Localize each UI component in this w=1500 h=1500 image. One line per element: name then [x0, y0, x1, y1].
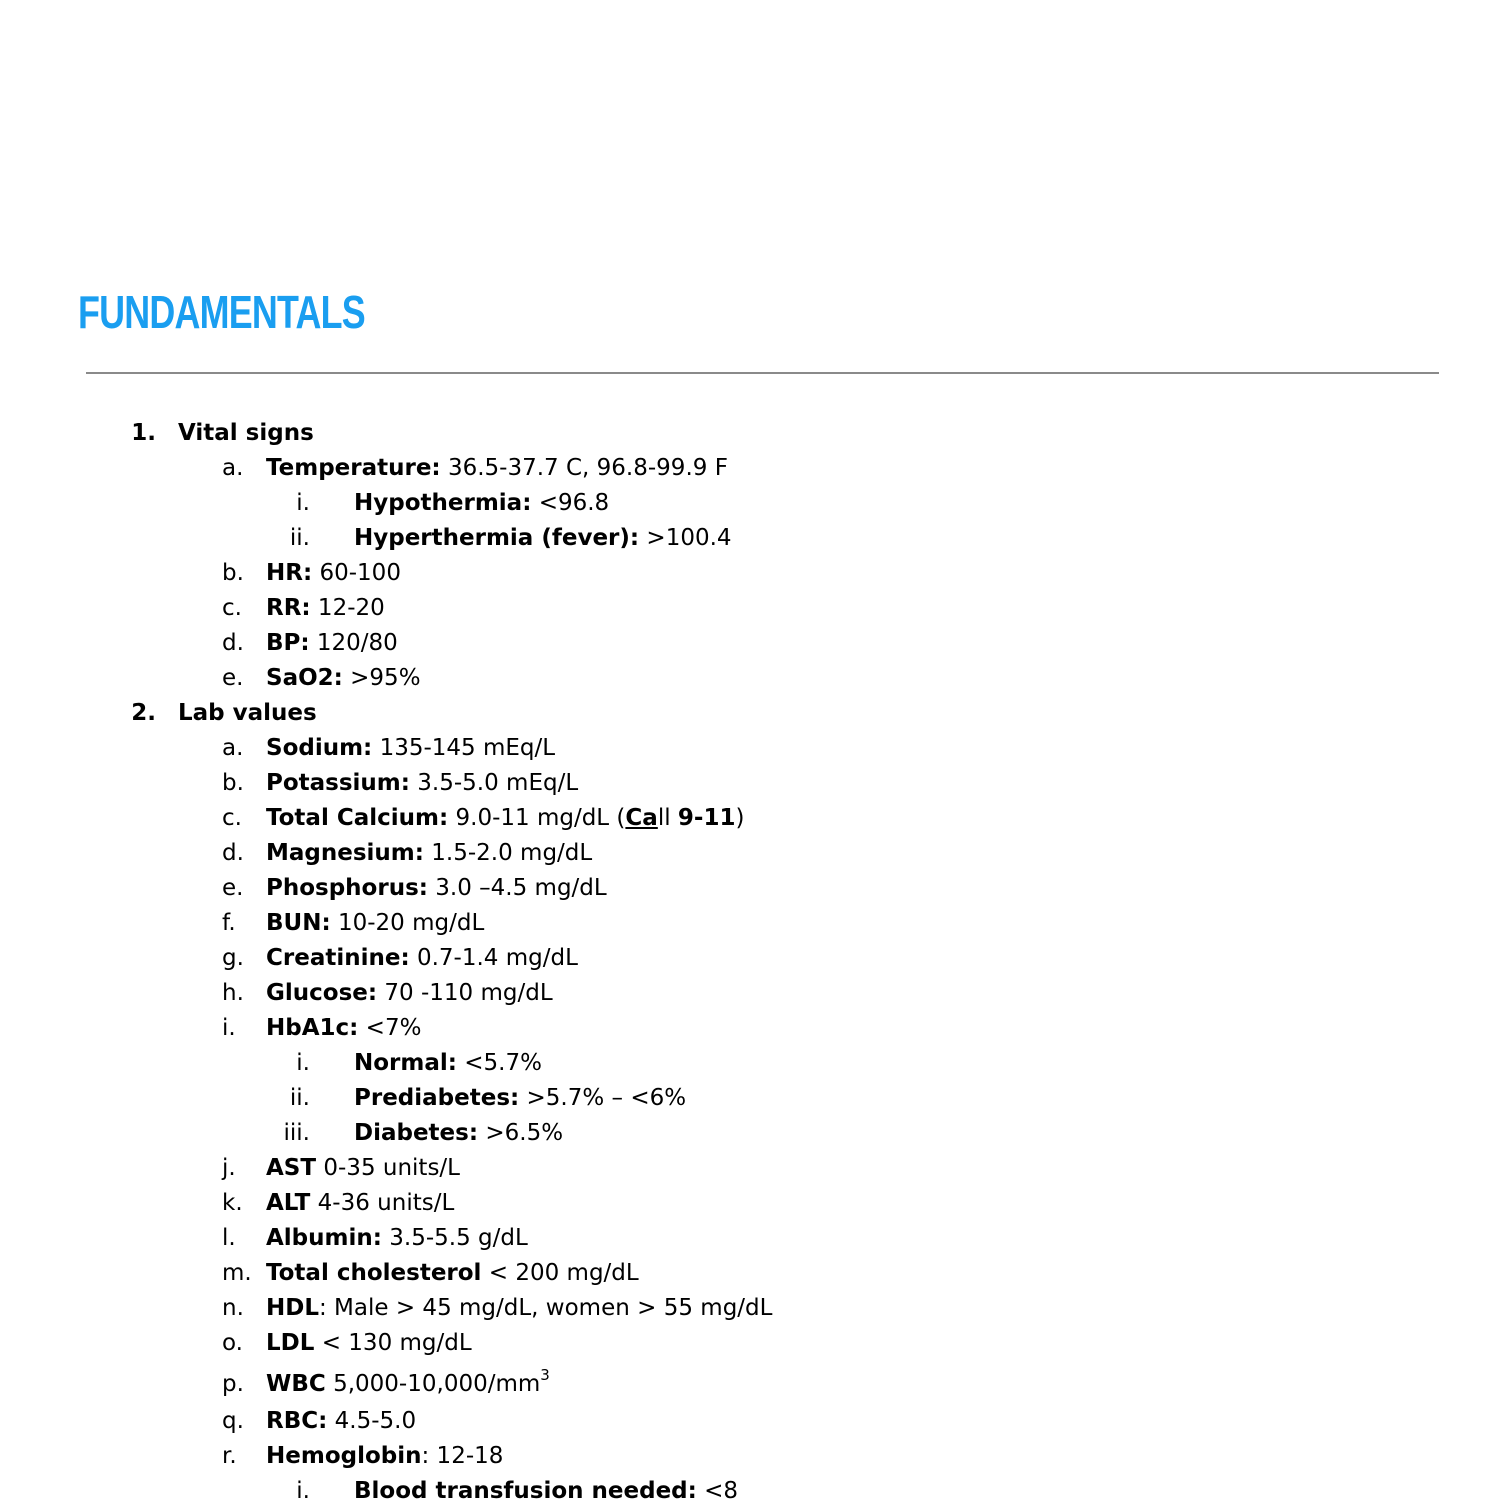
item-marker: d.: [222, 630, 244, 656]
title-divider: [86, 372, 1439, 374]
item-value: 120/80: [309, 630, 398, 656]
item-label: HR:: [266, 560, 313, 586]
item-value: 5,000-10,000/mm: [325, 1371, 541, 1397]
item-value: 3.0 –4.5 mg/dL: [427, 875, 607, 901]
item-marker: k.: [222, 1190, 243, 1216]
item-value: <8: [696, 1478, 739, 1500]
item-marker: i.: [296, 1050, 310, 1076]
item-label: Hemoglobin: [266, 1443, 422, 1469]
item-label: HDL: [266, 1295, 319, 1321]
item-label: Sodium:: [266, 735, 373, 761]
list-item-sao2: [0, 661, 1500, 696]
item-label: SaO2:: [266, 665, 343, 691]
item-value: : Male > 45 mg/dL, women > 55 mg/dL: [319, 1295, 773, 1321]
list-item-creatinine: [0, 941, 1500, 976]
section-heading: Vital signs: [178, 420, 314, 446]
item-marker: j.: [222, 1155, 236, 1181]
section-number: 2.: [131, 700, 156, 726]
item-value: >95%: [342, 665, 421, 691]
item-value: 9.0-11 mg/dL (: [448, 805, 626, 831]
list-item-normal: [0, 1046, 1500, 1081]
item-marker: b.: [222, 770, 244, 796]
item-marker: h.: [222, 980, 244, 1006]
list-item-total-calcium: [0, 801, 1500, 836]
item-value: 1.5-2.0 mg/dL: [423, 840, 593, 866]
list-item-bp: [0, 626, 1500, 661]
item-marker: b.: [222, 560, 244, 586]
list-item-hemoglobin: [0, 1439, 1500, 1474]
item-value: < 200 mg/dL: [481, 1260, 639, 1286]
item-label: BUN:: [266, 910, 331, 936]
item-value: 60-100: [312, 560, 401, 586]
item-marker: e.: [222, 875, 244, 901]
item-marker: m.: [222, 1260, 252, 1286]
item-label: RR:: [266, 595, 311, 621]
list-item-potassium: [0, 766, 1500, 801]
item-value: < 130 mg/dL: [314, 1330, 472, 1356]
item-label: AST: [266, 1155, 317, 1181]
item-marker: q.: [222, 1408, 244, 1434]
section-heading: Lab values: [178, 700, 317, 726]
item-marker: iii.: [283, 1120, 310, 1146]
list-item-diabetes: [0, 1116, 1500, 1151]
item-marker: i.: [296, 1478, 310, 1500]
item-value: 3.5-5.5 g/dL: [381, 1225, 528, 1251]
item-marker: ii.: [289, 1085, 310, 1111]
item-marker: e.: [222, 665, 244, 691]
item-label: Diabetes:: [354, 1120, 479, 1146]
item-value: >5.7% – <6%: [519, 1085, 687, 1111]
list-item-hba1c: [0, 1011, 1500, 1046]
mnemonic-rest: ll: [657, 805, 678, 831]
item-marker: l.: [222, 1225, 236, 1251]
item-label: ALT: [266, 1190, 311, 1216]
list-item-magnesium: [0, 836, 1500, 871]
section-number: 1.: [131, 420, 156, 446]
mnemonic-bold: 9-11: [677, 805, 736, 831]
item-value: <5.7%: [456, 1050, 542, 1076]
list-item-bun: [0, 906, 1500, 941]
list-item-total-cholesterol: [0, 1256, 1500, 1291]
item-label: RBC:: [266, 1408, 328, 1434]
item-value: >100.4: [639, 525, 732, 551]
item-marker: ii.: [289, 525, 310, 551]
item-label: Total cholesterol: [266, 1260, 482, 1286]
list-item-prediabetes: [0, 1081, 1500, 1116]
item-value: 3.5-5.0 mEq/L: [409, 770, 579, 796]
item-label: Phosphorus:: [266, 875, 428, 901]
item-label: Albumin:: [266, 1225, 382, 1251]
item-value: >6.5%: [478, 1120, 564, 1146]
item-value: 4.5-5.0: [327, 1408, 417, 1434]
section-lab-values: [0, 696, 1500, 731]
list-item-ldl: [0, 1326, 1500, 1361]
item-value: 10-20 mg/dL: [330, 910, 485, 936]
item-marker: a.: [222, 735, 244, 761]
item-value: 36.5-37.7 C, 96.8-99.9 F: [440, 455, 728, 481]
item-label: Temperature:: [266, 455, 441, 481]
item-marker: f.: [222, 910, 236, 936]
item-value: 0.7-1.4 mg/dL: [409, 945, 578, 971]
item-value: 135-145 mEq/L: [372, 735, 556, 761]
item-label: Magnesium:: [266, 840, 424, 866]
item-marker: c.: [222, 805, 242, 831]
section-vital-signs: [0, 416, 1500, 451]
item-marker: g.: [222, 945, 244, 971]
item-marker: c.: [222, 595, 242, 621]
item-label: Hypothermia:: [354, 490, 532, 516]
mnemonic-close: ): [735, 805, 745, 831]
page-title: FUNDAMENTALS: [78, 286, 365, 338]
list-item-rr: [0, 591, 1500, 626]
item-label: BP:: [266, 630, 310, 656]
item-label: Creatinine:: [266, 945, 410, 971]
item-label: Total Calcium:: [266, 805, 449, 831]
item-label: Prediabetes:: [354, 1085, 520, 1111]
item-label: LDL: [266, 1330, 315, 1356]
item-value: 12-20: [310, 595, 385, 621]
item-label: Normal:: [354, 1050, 457, 1076]
item-label: Potassium:: [266, 770, 410, 796]
list-item-sodium: [0, 731, 1500, 766]
list-item-glucose: [0, 976, 1500, 1011]
mnemonic-underlined: Ca: [625, 805, 658, 831]
list-item-albumin: [0, 1221, 1500, 1256]
list-item-hr: [0, 556, 1500, 591]
item-marker: i.: [222, 1015, 236, 1041]
list-item-alt: [0, 1186, 1500, 1221]
item-value: 70 -110 mg/dL: [377, 980, 553, 1006]
list-item-temperature: [0, 451, 1500, 486]
list-item-blood-transfusion: [0, 1474, 1500, 1500]
list-item-hyperthermia: [0, 521, 1500, 556]
list-item-rbc: [0, 1404, 1500, 1439]
item-value: : 12-18: [421, 1443, 504, 1469]
item-label: Hyperthermia (fever):: [354, 525, 640, 551]
item-superscript: 3: [540, 1366, 550, 1384]
item-value: <7%: [358, 1015, 422, 1041]
item-label: Blood transfusion needed:: [354, 1478, 697, 1500]
outline-list: [0, 416, 1500, 1500]
item-marker: r.: [222, 1443, 237, 1469]
item-marker: o.: [222, 1330, 243, 1356]
list-item-phosphorus: [0, 871, 1500, 906]
list-item-hdl: [0, 1291, 1500, 1326]
item-marker: p.: [222, 1371, 244, 1397]
list-item-wbc: [0, 1361, 1500, 1404]
item-marker: i.: [296, 490, 310, 516]
item-label: Glucose:: [266, 980, 378, 1006]
item-label: WBC: [266, 1371, 326, 1397]
item-marker: d.: [222, 840, 244, 866]
item-value: <96.8: [531, 490, 610, 516]
item-marker: n.: [222, 1295, 244, 1321]
item-value: 0-35 units/L: [316, 1155, 460, 1181]
item-label: HbA1c:: [266, 1015, 359, 1041]
item-marker: a.: [222, 455, 244, 481]
list-item-hypothermia: [0, 486, 1500, 521]
list-item-ast: [0, 1151, 1500, 1186]
item-value: 4-36 units/L: [310, 1190, 455, 1216]
